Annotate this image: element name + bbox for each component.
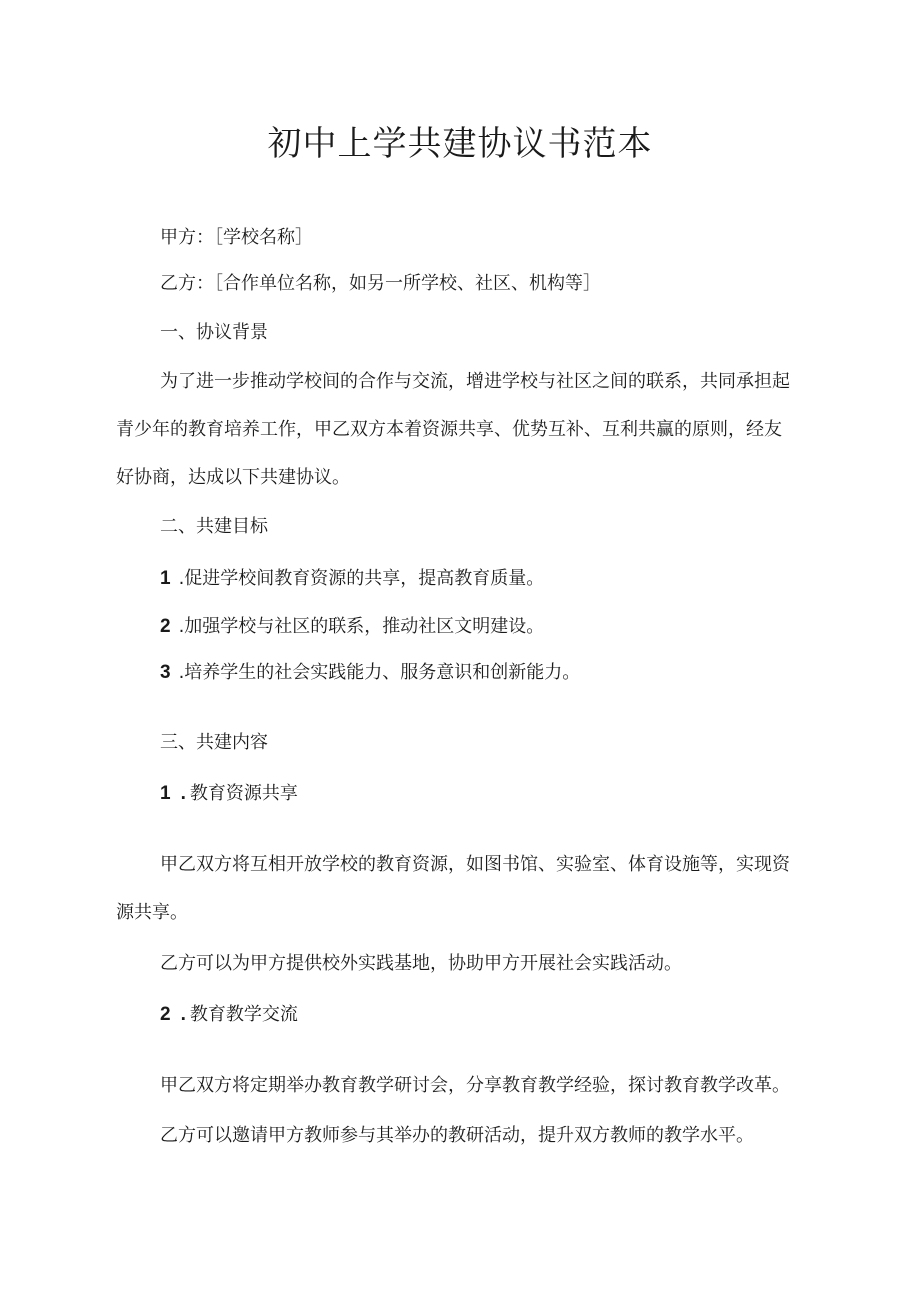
section-1-paragraph-line-2: 青少年的教育培养工作，甲乙双方本着资源共享、优势互补、互利共赢的原则，经友 <box>116 419 782 440</box>
goal-item-number: 2 <box>160 616 171 637</box>
section-1-paragraph-line-1: 为了进一步推动学校间的合作与交流，增进学校与社区之间的联系，共同承担起 <box>160 371 790 392</box>
subsection-1-paragraph-2: 乙方可以为甲方提供校外实践基地，协助甲方开展社会实践活动。 <box>160 953 682 974</box>
subsection-2-paragraph-2: 乙方可以邀请甲方教师参与其举办的教研活动，提升双方教师的教学水平。 <box>160 1125 754 1146</box>
goal-item-text: .加强学校与社区的联系，推动社区文明建设。 <box>178 616 545 637</box>
goal-item <box>160 661 580 685</box>
goal-item-number: 1 <box>160 568 171 589</box>
subsection-2-number: 2 <box>160 1004 171 1025</box>
goal-item <box>160 567 544 591</box>
goal-item-text: .促进学校间教育资源的共享，提高教育质量。 <box>178 568 545 589</box>
subsection-1-heading <box>160 782 298 806</box>
subsection-1-number: 1 <box>160 783 171 804</box>
party-a-line: 甲方：［学校名称］ <box>160 227 313 248</box>
goal-item <box>160 615 544 639</box>
goal-item-text: .培养学生的社会实践能力、服务意识和创新能力。 <box>178 662 581 683</box>
section-3-heading: 三、共建内容 <box>160 732 268 753</box>
goal-item-number: 3 <box>160 662 171 683</box>
section-2-heading: 二、共建目标 <box>160 516 268 537</box>
subsection-1-paragraph-line-1: 甲乙双方将互相开放学校的教育资源，如图书馆、实验室、体育设施等，实现资 <box>160 854 790 875</box>
subsection-2-heading <box>160 1003 298 1027</box>
party-b-line: 乙方：［合作单位名称，如另一所学校、社区、机构等］ <box>160 273 601 294</box>
subsection-1-title: 教育资源共享 <box>189 783 298 804</box>
subsection-1-paragraph-line-2: 源共享。 <box>116 902 188 923</box>
section-1-heading: 一、协议背景 <box>160 322 268 343</box>
document-title: 初中上学共建协议书范本 <box>267 124 653 164</box>
subsection-2-paragraph-1: 甲乙双方将定期举办教育教学研讨会，分享教育教学经验，探讨教育教学改革。 <box>160 1075 790 1096</box>
subsection-2-dot: . <box>180 1004 186 1025</box>
subsection-2-title: 教育教学交流 <box>189 1004 298 1025</box>
subsection-1-dot: . <box>180 783 186 804</box>
section-1-paragraph-line-3: 好协商，达成以下共建协议。 <box>116 467 350 488</box>
